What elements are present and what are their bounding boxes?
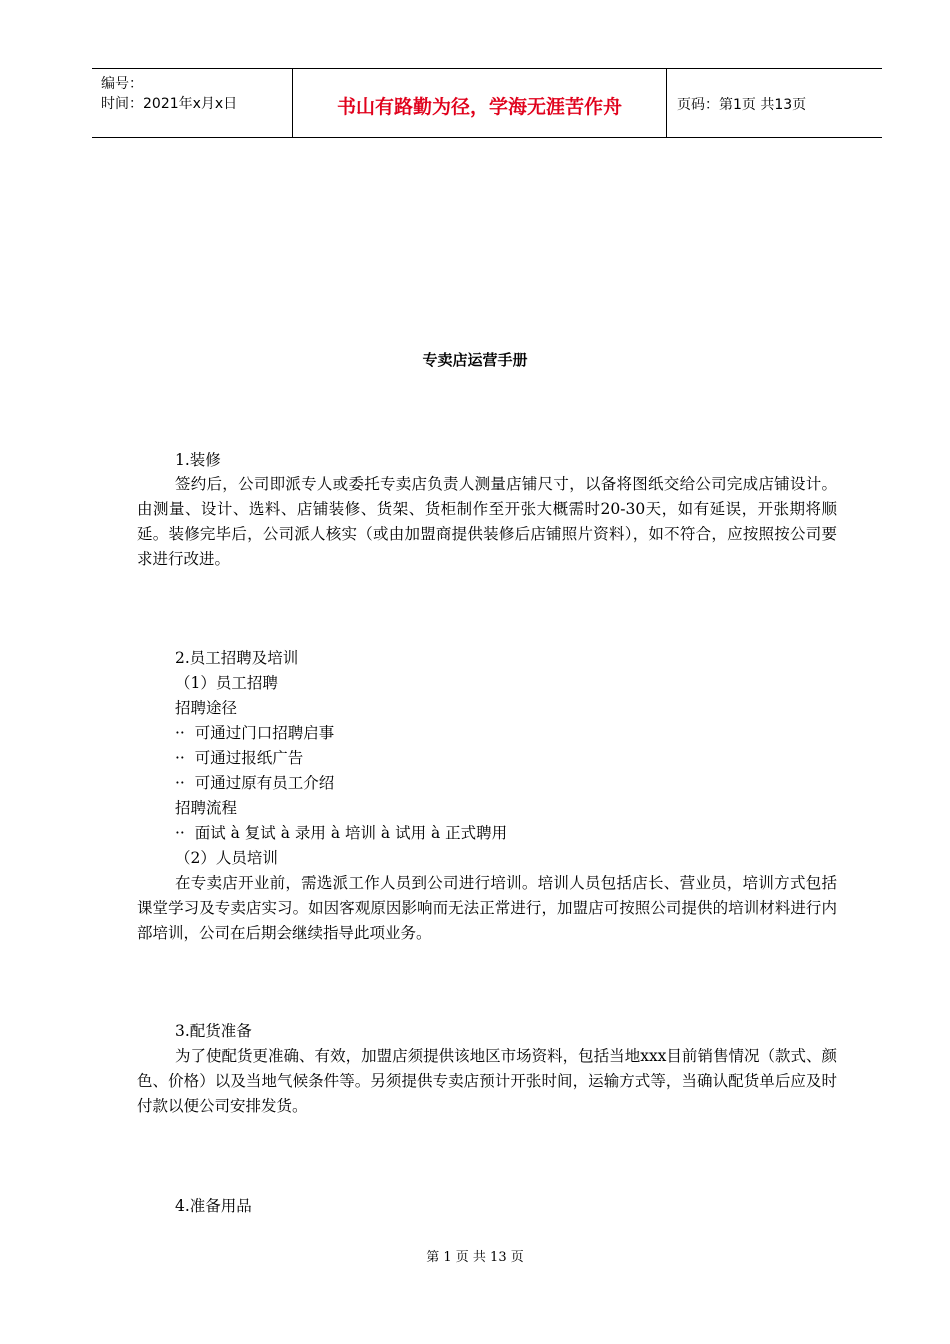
section-2-heading: 2.员工招聘及培训	[175, 649, 299, 667]
page-footer: 第 1 页 共 13 页	[426, 1250, 524, 1265]
recruit-channel-label: 招聘途径	[175, 699, 238, 717]
subsection-training: （2）人员培训	[175, 849, 278, 867]
header-motto: 书山有路勤为径，学海无涯苦作舟	[336, 96, 622, 118]
section-3-paragraph: 为了使配货更准确、有效，加盟店须提供该地区市场资料，包括当地xxx目前销售情况（款式、颜色、价格）以及当地气候条件等。另须提供专卖店预计开张时间，运输方式等，当确认配货单后应及时付款以便公司安排发货。	[137, 1047, 837, 1115]
subsection-recruitment: （1）员工招聘	[175, 674, 278, 692]
recruit-process-steps: ·· 面试 à 复试 à 录用 à 培训 à 试用 à 正式聘用	[175, 824, 508, 842]
section-2-paragraph: 在专卖店开业前，需选派工作人员到公司进行培训。培训人员包括店长、营业员，培训方式包括课堂学习及专卖店实习。如因客观原因影响而无法正常进行，加盟店可按照公司提供的培训材料进行内部培训，公司在后期会继续指导此项业务。	[137, 874, 837, 942]
header-motto-cell	[293, 69, 667, 137]
header-meta-cell	[92, 69, 293, 137]
section-1-heading: 1.装修	[175, 451, 221, 469]
document-header	[92, 68, 882, 138]
section-3-heading: 3.配货准备	[175, 1022, 252, 1040]
list-item: ·· 可通过报纸广告	[175, 749, 304, 767]
list-item: ·· 可通过原有员工介绍	[175, 774, 335, 792]
number-label: 编号：	[101, 76, 143, 92]
time-label: 时间：2021年x月x日	[101, 96, 238, 112]
section-1-paragraph: 签约后，公司即派专人或委托专卖店负责人测量店铺尺寸，以备将图纸交给公司完成店铺设计。由测量、设计、选料、店铺装修、货架、货柜制作至开张大概需时20-30天，如有延误，开张期将顺延。装修完毕后，公司派人核实（或由加盟商提供装修后店铺照片资料），如不符合，应按照按公司要求进行改进。	[137, 475, 837, 568]
recruit-process-label: 招聘流程	[175, 799, 238, 817]
list-item: ·· 可通过门口招聘启事	[175, 724, 335, 742]
section-4-heading: 4.准备用品	[175, 1197, 252, 1215]
header-page-number: 页码：第1页 共13页	[677, 97, 807, 113]
header-page-cell	[667, 69, 882, 137]
document-title: 专卖店运营手册	[422, 351, 528, 369]
section-2-list	[175, 671, 507, 871]
